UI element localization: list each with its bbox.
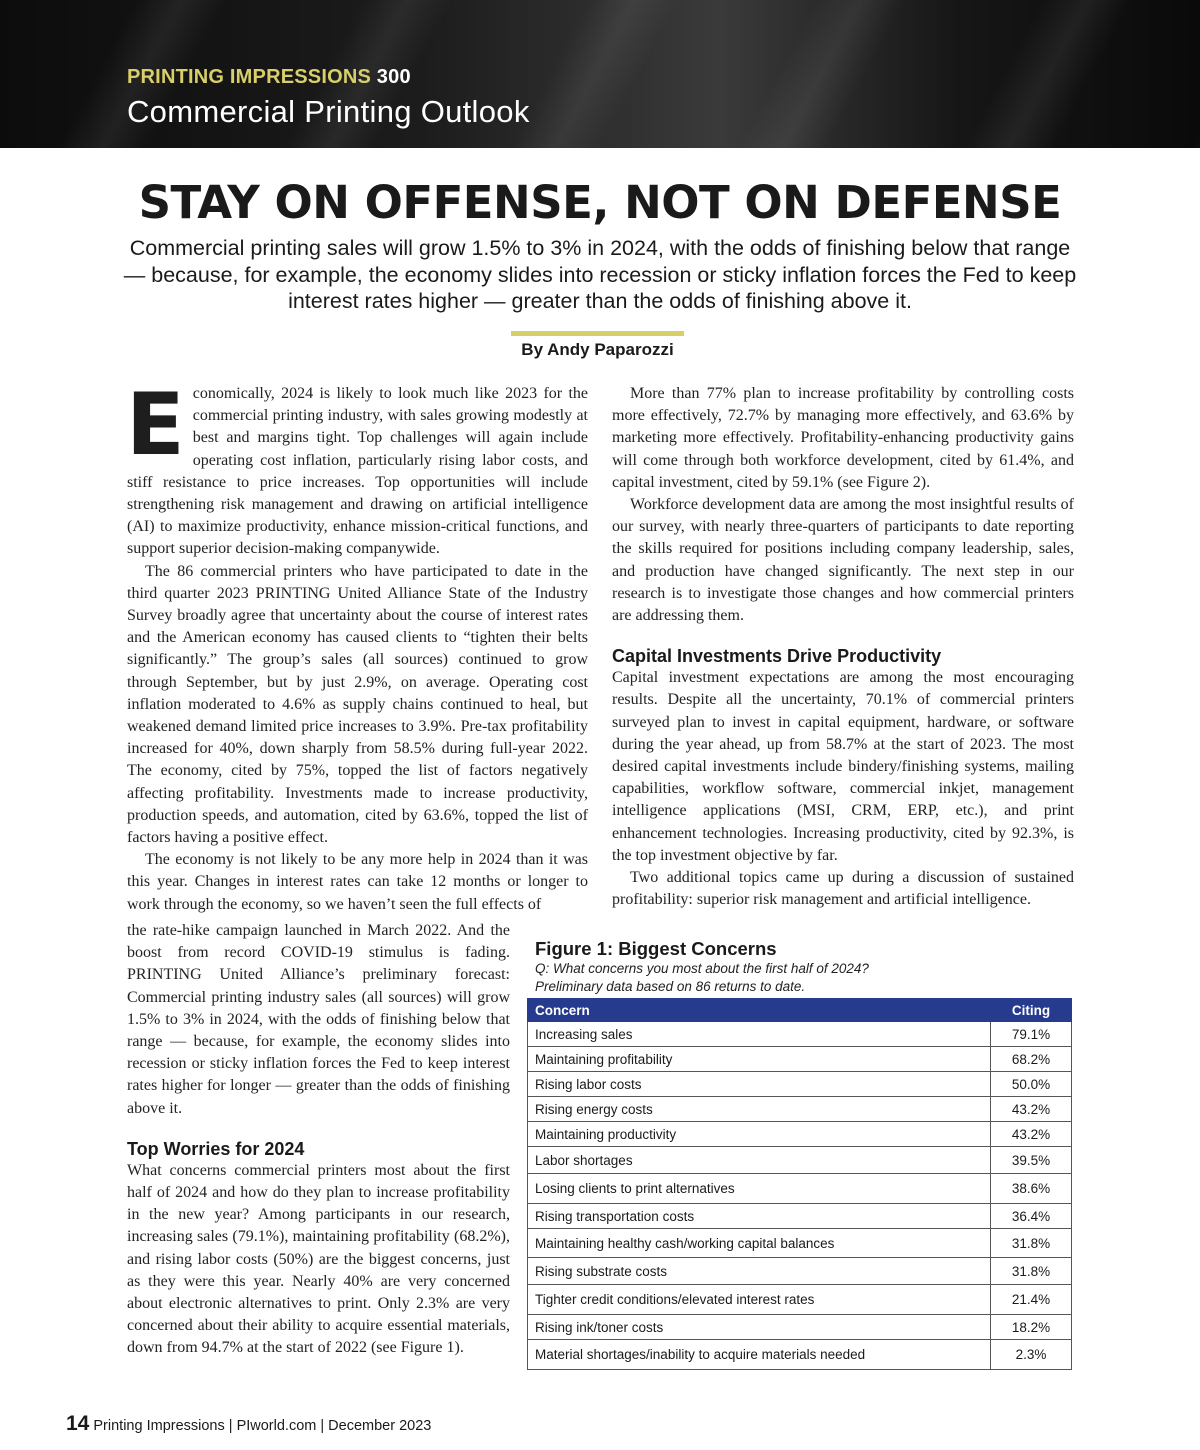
table-body: [528, 1022, 1072, 1370]
paragraph: Workforce development data are among the most insightful results of our survey, with nearly three-quarters of participants to date reporting the skills required for positions including company leadership, sales, and production have changed significantly. The next step in our research is to investigate those changes and how commercial printers are addressing them.: [612, 496, 1074, 625]
citing-cell: 79.1%: [991, 1022, 1072, 1047]
citing-cell: 18.2%: [991, 1315, 1072, 1340]
table-row: [528, 1147, 1072, 1174]
paragraph: the rate-hike campaign launched in March 2022. And the boost from record COVID-19 stimulus is fading. PRINTING United Alliance’s preliminary forecast: Commercial printing industry sales (all sources) will grow 1.5% to 3% in 2024, with the odds of finishing below that range — because, for example, the economy slides into recession or sticky inflation forces the Fed to keep interest rates higher for longer — greater than the odds of finishing above it.: [127, 922, 510, 1117]
table-row: [528, 1072, 1072, 1097]
page-footer: [66, 1412, 431, 1436]
paragraph: Capital investment expectations are among the most encouraging results. Despite all the uncertainty, 70.1% of commercial printers surveyed plan to invest in capital equipment, hardware, or software during the year ahead, up from 58.7% at the start of 2023. The most desired capital investments include bindery/finishing systems, mailing capabilities, workflow software, commercial inkjet, management intelligence applications (MSI, CRM, ERP, etc.), and print enhancement technologies. Increasing productivity, cited by 92.3%, is the top investment objective by far.: [612, 669, 1074, 864]
header-banner: [0, 0, 1200, 148]
figure-biggest-concerns: [527, 938, 1072, 1370]
paragraph: What concerns commercial printers most about the first half of 2024 and how do they plan to increase profitability in the new year? Among participants in our research, increasing sales (79.1%), maintaining profitability (68.2%), and rising labor costs (50%) are the biggest concerns, just as they were this year. Nearly 40% are very concerned about electronic alternatives to print. Only 2.3% are very concerned about their ability to acquire essential materials, down from 94.7% at the start of 2022 (see Figure 1).: [127, 1161, 510, 1357]
footer-text: Printing Impressions | PIworld.com | December 2023: [93, 1418, 432, 1434]
table-row: [528, 1022, 1072, 1047]
table-row: [528, 1340, 1072, 1370]
concern-cell: Maintaining profitability: [528, 1047, 991, 1072]
brand-name: PRINTING IMPRESSIONS: [127, 66, 372, 88]
article-column-right: [612, 383, 1074, 911]
paragraph: The 86 commercial printers who have participated to date in the third quarter 2023 PRINTING United Alliance State of the Industry Survey broadly agree that uncertainty about the course of interest rates and the American economy has caused clients to “tighten their belts significantly.” The group’s sales (all sources) continued to grow through September, but by just 2.9%, on average. Operating cost inflation moderated to 4.6% as supply chains continued to heal, but weakened demand limited price increases to 3.9%. Pre-tax profitability increased for 40%, down sharply from 58.5% during full-year 2022. The economy, cited by 75%, topped the list of factors negatively affecting profitability. Investments made to increase productivity, production speeds, and automation, cited by 63.6%, topped the list of factors having a positive effect.: [127, 562, 588, 847]
subhead-top-worries: Top Worries for 2024: [127, 1138, 305, 1159]
column-header-citing: Citing: [991, 999, 1072, 1022]
table-row: [528, 1258, 1072, 1285]
figure-title: Figure 1: Biggest Concerns: [535, 938, 777, 959]
concern-cell: Material shortages/inability to acquire materials needed: [528, 1340, 991, 1370]
figure-note: Preliminary data based on 86 returns to date.: [535, 979, 806, 994]
citing-cell: 38.6%: [991, 1174, 1072, 1204]
citing-cell: 43.2%: [991, 1122, 1072, 1147]
publication-brand: [127, 66, 411, 89]
section-title: Commercial Printing Outlook: [127, 94, 530, 129]
article-headline: STAY ON OFFENSE, NOT ON DEFENSE: [138, 176, 1062, 229]
citing-cell: 43.2%: [991, 1097, 1072, 1122]
citing-cell: 39.5%: [991, 1147, 1072, 1174]
paragraph: Two additional topics came up during a discussion of sustained profitability: superior risk management and artificial intelligence.: [612, 869, 1074, 909]
table-header-row: [528, 999, 1072, 1022]
citing-cell: 21.4%: [991, 1285, 1072, 1315]
citing-cell: 68.2%: [991, 1047, 1072, 1072]
concern-cell: Losing clients to print alternatives: [528, 1174, 991, 1204]
table-row: [528, 1285, 1072, 1315]
citing-cell: 31.8%: [991, 1258, 1072, 1285]
concern-cell: Rising transportation costs: [528, 1204, 991, 1229]
paragraph: More than 77% plan to increase profitability by controlling costs more effectively, 72.7% by managing more effectively, and 63.6% by marketing more effectively. Profitability-enhancing productivity gains will come through both workforce development, cited by 61.4%, and capital investment, cited by 59.1% (see Figure 2).: [612, 385, 1074, 491]
paragraph-intro: [126, 375, 588, 561]
paragraph: The economy is not likely to be any more help in 2024 than it was this year. Changes in interest rates can take 12 months or longer to work through the economy, so we haven’t seen the full effects of: [127, 851, 588, 913]
table-row: [528, 1097, 1072, 1122]
article-column-left: [126, 375, 588, 916]
concern-cell: Rising energy costs: [528, 1097, 991, 1122]
subhead-capital-investments: Capital Investments Drive Productivity: [612, 646, 942, 667]
citing-cell: 50.0%: [991, 1072, 1072, 1097]
table-row: [528, 1315, 1072, 1340]
figure-question: Q: What concerns you most about the first half of 2024?: [535, 961, 869, 976]
citing-cell: 31.8%: [991, 1229, 1072, 1258]
concern-cell: Maintaining healthy cash/working capital balances: [528, 1229, 991, 1258]
citing-cell: 36.4%: [991, 1204, 1072, 1229]
table-row: [528, 1229, 1072, 1258]
article-byline: By Andy Paparozzi: [521, 340, 674, 359]
concern-cell: Labor shortages: [528, 1147, 991, 1174]
concern-cell: Rising ink/toner costs: [528, 1315, 991, 1340]
concern-cell: Rising labor costs: [528, 1072, 991, 1097]
table-row: [528, 1174, 1072, 1204]
byline-rule: [511, 331, 684, 336]
article-deck: Commercial printing sales will grow 1.5% to 3% in 2024, with the odds of finishing below that range — because, for example, the economy slides into recession or sticky inflation forces the Fed to keep interest rates higher — greater than the odds of finishing above it.: [123, 236, 1077, 313]
brand-number: 300: [376, 66, 411, 88]
article-column-left-lower: [127, 920, 510, 1360]
concern-cell: Increasing sales: [528, 1022, 991, 1047]
concern-cell: Maintaining productivity: [528, 1122, 991, 1147]
dropcap: E: [126, 375, 185, 475]
table-row: [528, 1047, 1072, 1072]
concern-cell: Tighter credit conditions/elevated interest rates: [528, 1285, 991, 1315]
concern-cell: Rising substrate costs: [528, 1258, 991, 1285]
citing-cell: 2.3%: [991, 1340, 1072, 1370]
column-header-concern: Concern: [528, 999, 991, 1022]
page-number: 14: [66, 1412, 90, 1435]
concerns-table: [527, 998, 1072, 1370]
table-row: [528, 1122, 1072, 1147]
table-row: [528, 1204, 1072, 1229]
paragraph-intro-text: conomically, 2024 is likely to look much like 2023 for the commercial printing industry, with sales growing modestly at best and margins tight. Top challenges will again include operating cost inflation, particularly rising labor costs, and stiff resistance to price increases. Top opportunities will include strengthening risk management and drawing on artificial intelligence (AI) to maximize productivity, enhance mission-critical functions, and support superior decision-making companywide.: [127, 385, 588, 558]
